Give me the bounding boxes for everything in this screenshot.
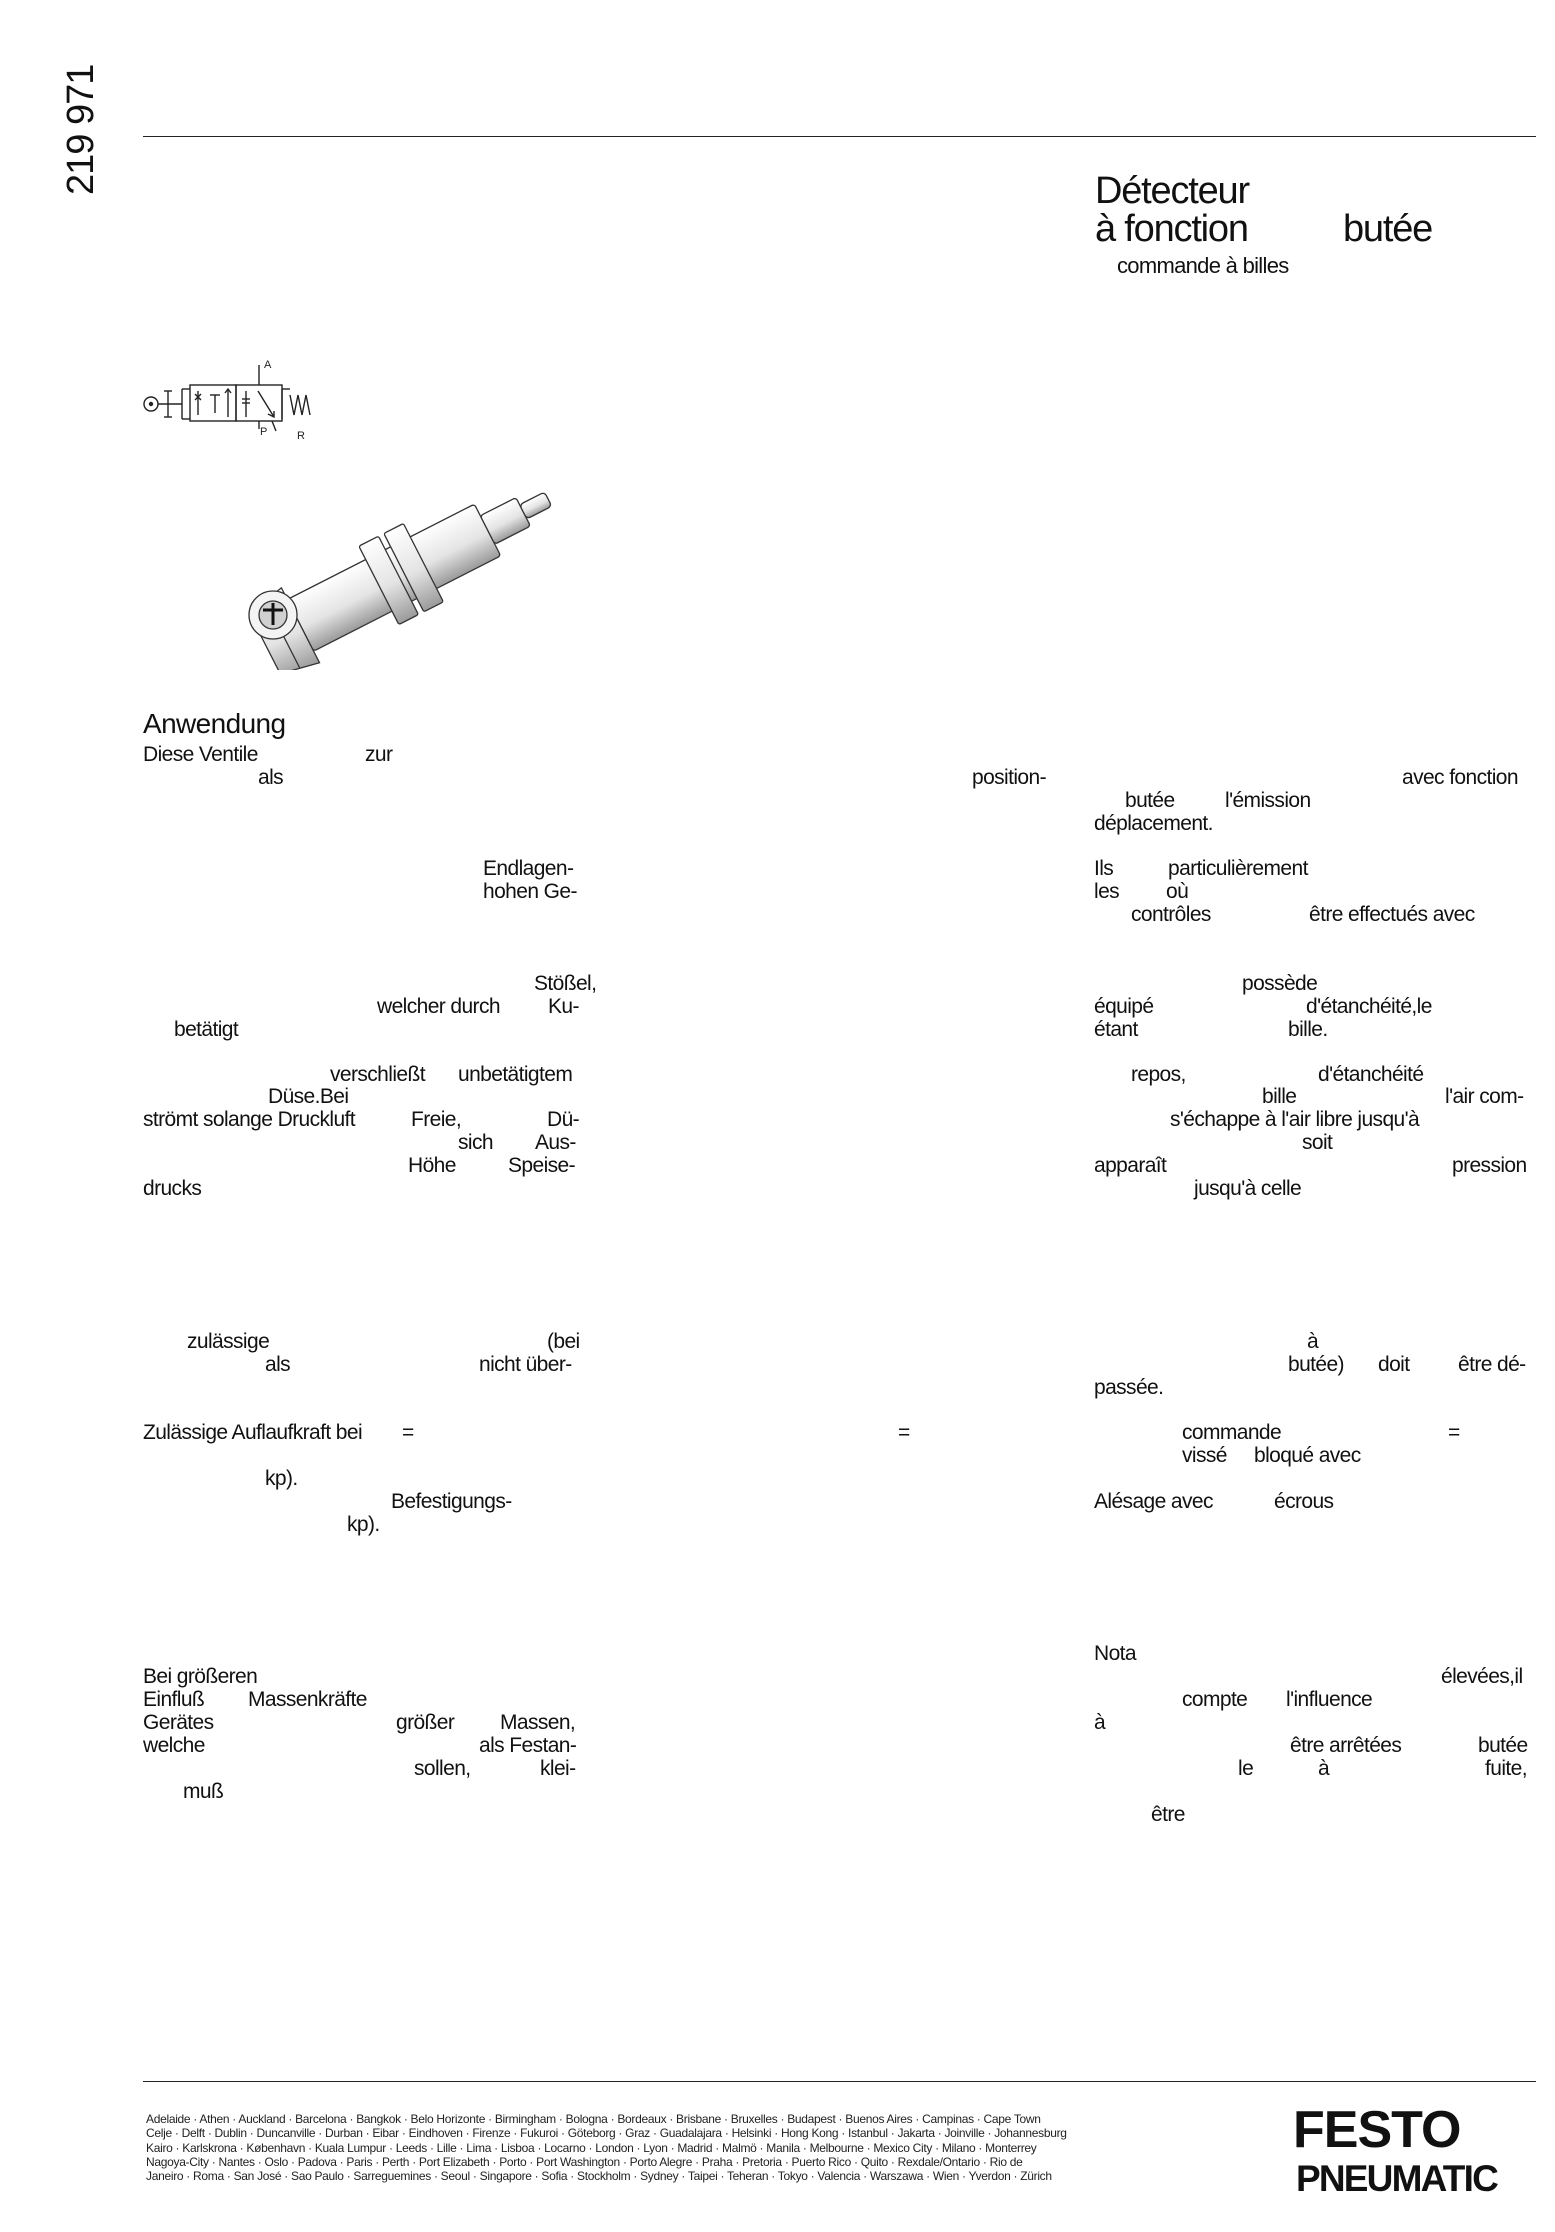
french-text: butée <box>1478 1734 1528 1757</box>
french-text: doit <box>1378 1353 1410 1376</box>
french-text: pression <box>1452 1154 1527 1177</box>
german-text: als Festan- <box>479 1734 577 1757</box>
subtitle: commande à billes <box>1117 253 1289 278</box>
french-text: Ils <box>1094 857 1114 880</box>
french-text: Nota <box>1094 1642 1136 1665</box>
french-text: repos, <box>1131 1063 1186 1086</box>
french-text: à <box>1307 1330 1319 1353</box>
french-text: compte <box>1182 1688 1248 1711</box>
french-text: être <box>1151 1803 1185 1826</box>
city-line: Celje · Delft · Dublin · Duncanville · Durban · Eibar · Eindhoven · Firenze · Fukuroi · Göteborg · Graz · Guadalajara · Helsinki · Hong Kong · Istanbul · Jakarta · Joinville · Johannesburg <box>146 2126 1067 2141</box>
german-text: klei- <box>540 1757 576 1780</box>
french-text: à <box>1318 1757 1330 1780</box>
german-text: als <box>265 1353 291 1376</box>
french-text: fuite, <box>1485 1757 1527 1780</box>
french-text: où <box>1166 880 1189 903</box>
german-text: hohen Ge- <box>483 880 577 903</box>
french-text: bille <box>1262 1085 1297 1108</box>
german-text: drucks <box>143 1177 202 1200</box>
german-text: zulässige <box>187 1330 270 1353</box>
document-number: 219 971 <box>60 64 102 195</box>
french-text: l'air com- <box>1445 1085 1524 1108</box>
french-text: élevées,il <box>1441 1665 1523 1688</box>
french-text: butée) <box>1288 1353 1344 1376</box>
french-text: contrôles <box>1131 903 1211 926</box>
german-text: kp). <box>347 1513 380 1536</box>
french-text: = <box>1448 1421 1460 1444</box>
german-text: Befestigungs- <box>391 1490 512 1513</box>
french-text: passée. <box>1094 1376 1164 1399</box>
pneumatic-logo: PNEUMATIC <box>1296 2158 1497 2199</box>
french-text: le <box>1238 1757 1254 1780</box>
french-text: Alésage avec <box>1094 1490 1213 1513</box>
german-text: Speise- <box>508 1154 576 1177</box>
french-text: d'étanchéité,le <box>1306 995 1432 1018</box>
german-text: Endlagen- <box>483 857 574 880</box>
german-text: zur <box>365 743 393 766</box>
german-text: Massen, <box>500 1711 576 1734</box>
middle-text: = <box>898 1421 910 1444</box>
german-text: als <box>258 766 284 789</box>
german-text: Freie, <box>411 1108 462 1131</box>
french-text: apparaît <box>1094 1154 1167 1177</box>
festo-logo: FESTO <box>1293 2101 1461 2159</box>
city-line: Kairo · Karlskrona · København · Kuala Lumpur · Leeds · Lille · Lima · Lisboa · Locarno · London · Lyon · Madrid · Malmö · Manila · Melbourne · Mexico City · Milano · Monterrey <box>146 2140 1037 2155</box>
french-text: particulièrement <box>1168 857 1308 880</box>
port-r-label: R <box>297 430 305 440</box>
german-text: größer <box>396 1711 455 1734</box>
german-text: welche <box>143 1734 205 1757</box>
german-text: Ku- <box>548 995 579 1018</box>
title-line-1: Détecteur <box>1095 170 1249 212</box>
german-text: Massenkräfte <box>248 1688 367 1711</box>
french-text: écrous <box>1274 1490 1334 1513</box>
city-line: Janeiro · Roma · San José · Sao Paulo · Sarreguemines · Seoul · Singapore · Sofia · Stockholm · Sydney · Taipei · Teheran · Tokyo · Valencia · Warszawa · Wien · Yverdon · Zürich <box>146 2169 1052 2184</box>
valve-product-illustration <box>225 455 595 670</box>
title-line-2a: à fonction <box>1095 208 1248 250</box>
german-text: Höhe <box>408 1154 456 1177</box>
german-text: unbetätigtem <box>458 1063 573 1086</box>
city-line: Adelaide · Athen · Auckland · Barcelona · Bangkok · Belo Horizonte · Birmingham · Bologna · Bordeaux · Brisbane · Bruxelles · Budapest · Buenos Aires · Campinas · Cape Town <box>146 2112 1041 2126</box>
german-text: = <box>402 1421 414 1444</box>
german-text: strömt solange Druckluft <box>143 1108 356 1131</box>
valve-symbol-icon <box>140 355 355 440</box>
bottom-rule <box>143 2081 1536 2082</box>
german-text: nicht über- <box>479 1353 572 1376</box>
french-text: étant <box>1094 1018 1138 1041</box>
french-text: à <box>1094 1711 1106 1734</box>
german-text: muß <box>183 1780 224 1803</box>
french-text: l'émission <box>1225 789 1311 812</box>
port-a-label: A <box>264 359 272 371</box>
french-text: jusqu'à celle <box>1194 1177 1302 1200</box>
french-text: s'échappe à l'air libre jusqu'à <box>1170 1108 1420 1131</box>
german-text: Diese Ventile <box>143 743 258 766</box>
german-text: Gerätes <box>143 1711 214 1734</box>
german-text: Einfluß <box>143 1688 205 1711</box>
german-text: Zulässige Auflaufkraft bei <box>143 1421 363 1444</box>
french-text: les <box>1094 880 1120 903</box>
german-text: (bei <box>547 1330 580 1353</box>
office-city-list <box>146 2112 1286 2183</box>
french-text: vissé <box>1182 1444 1227 1467</box>
top-rule <box>143 136 1536 137</box>
german-text: Stößel, <box>534 972 597 995</box>
french-text: équipé <box>1094 995 1154 1018</box>
french-text: l'influence <box>1286 1688 1373 1711</box>
german-text: Dü- <box>547 1108 580 1131</box>
french-text: commande <box>1182 1421 1282 1444</box>
city-line: Nagoya-City · Nantes · Oslo · Padova · Paris · Perth · Port Elizabeth · Porto · Port Washington · Porto Alegre · Praha · Pretoria · Puerto Rico · Quito · Rexdale/Ontario · Rio de <box>146 2154 1023 2169</box>
french-text: butée <box>1125 789 1175 812</box>
german-text: sich <box>458 1131 493 1154</box>
french-text: bloqué avec <box>1254 1444 1361 1467</box>
french-text: avec fonction <box>1402 766 1518 789</box>
german-text: verschließt <box>330 1063 425 1086</box>
port-p-label: P <box>260 426 268 438</box>
french-text: être arrêtées <box>1290 1734 1402 1757</box>
french-text: être dé- <box>1458 1353 1526 1376</box>
german-text: sollen, <box>414 1757 471 1780</box>
french-text: déplacement. <box>1094 812 1213 835</box>
french-text: être effectués avec <box>1309 903 1475 926</box>
french-text: bille. <box>1288 1018 1328 1041</box>
middle-text: position- <box>972 766 1046 789</box>
french-text: possède <box>1242 972 1318 995</box>
german-text: kp). <box>265 1467 298 1490</box>
german-text: Düse.Bei <box>268 1085 349 1108</box>
section-heading: Anwendung <box>143 708 286 739</box>
title-line-2b: butée <box>1343 208 1433 250</box>
german-text: Aus- <box>535 1131 576 1154</box>
german-text: betätigt <box>174 1018 239 1041</box>
german-text: welcher durch <box>377 995 500 1018</box>
french-text: soit <box>1302 1131 1333 1154</box>
german-text: Bei größeren <box>143 1665 258 1688</box>
french-text: d'étanchéité <box>1318 1063 1424 1086</box>
